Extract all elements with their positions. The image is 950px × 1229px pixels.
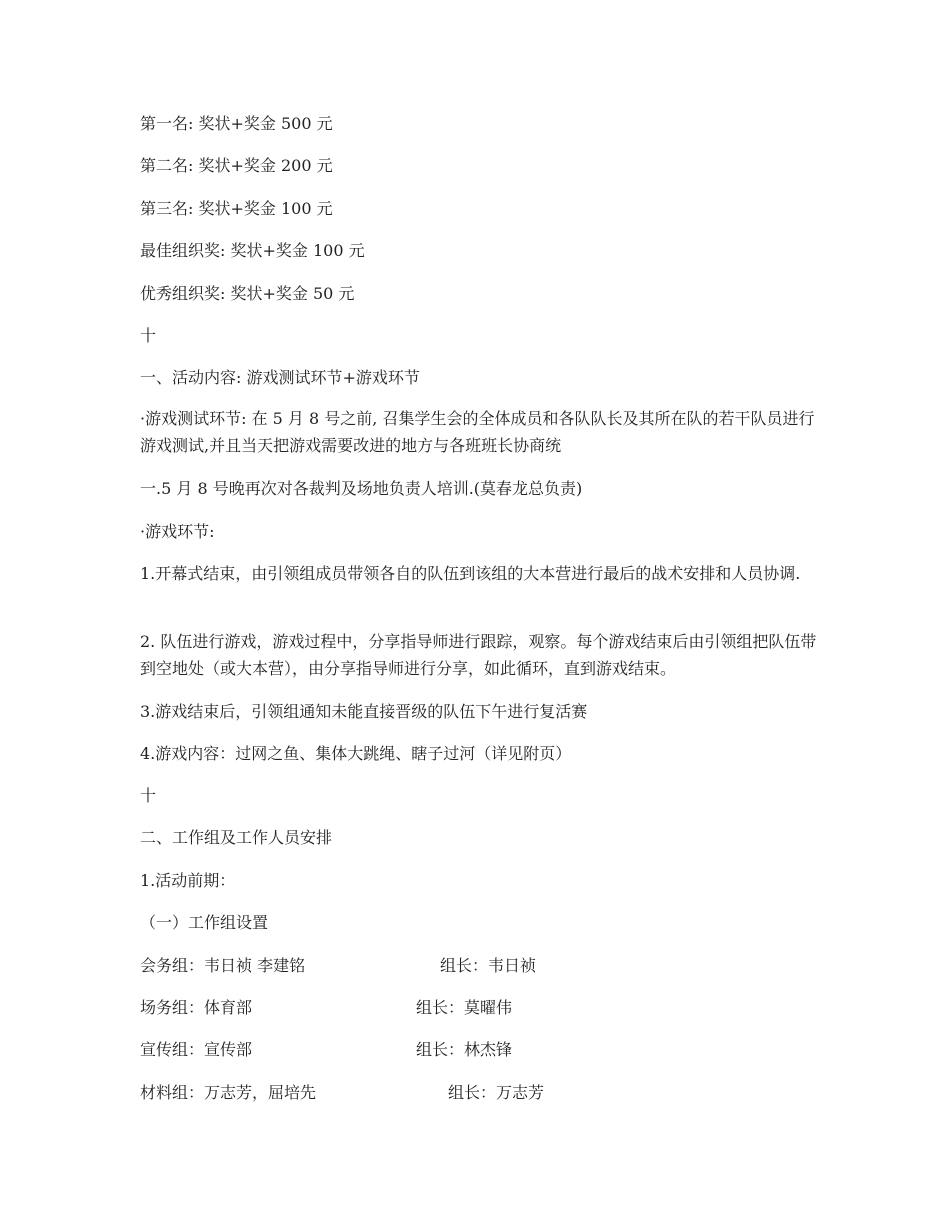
award-third: 第三名: 奖状+奖金 100 元 bbox=[140, 199, 333, 218]
section-heading-staff-arrangement: 二、工作组及工作人员安排 bbox=[140, 828, 333, 847]
award-first: 第一名: 奖状+奖金 500 元 bbox=[140, 114, 333, 133]
game-phase-heading: ·游戏环节: bbox=[140, 522, 215, 541]
game-step-3: 3.游戏结束后，引领组通知未能直接晋级的队伍下午进行复活赛 bbox=[140, 702, 588, 721]
training-paragraph: 一.5 月 8 号晚再次对各裁判及场地负责人培训.(莫春龙总负责) bbox=[140, 479, 583, 498]
section-marker: 十 bbox=[140, 326, 157, 345]
group-name: 材料组：万志芳，屈培先 bbox=[140, 1083, 317, 1102]
award-excellent-organization: 优秀组织奖: 奖状+奖金 50 元 bbox=[140, 284, 355, 303]
group-name: 宣传组：宣传部 bbox=[140, 1040, 253, 1059]
section-marker: 十 bbox=[140, 786, 157, 805]
section-heading-activity-content: 一、活动内容: 游戏测试环节+游戏环节 bbox=[140, 368, 420, 387]
award-best-organization: 最佳组织奖: 奖状+奖金 100 元 bbox=[140, 241, 365, 260]
award-second: 第二名: 奖状+奖金 200 元 bbox=[140, 156, 333, 175]
game-step-2: 2. 队伍进行游戏，游戏过程中，分享指导师进行跟踪，观察。每个游戏结束后由引领组把队伍带到空地处（或大本营），由分享指导师进行分享，如此循环，直到游戏结束。 bbox=[140, 632, 817, 678]
game-step-1: 1.开幕式结束，由引领组成员带领各自的队伍到该组的大本营进行最后的战术安排和人员协调. bbox=[140, 564, 801, 583]
group-name: 会务组：韦日祯 李建铭 bbox=[140, 956, 306, 975]
game-step-4: 4.游戏内容：过网之鱼、集体大跳绳、瞎子过河（详见附页） bbox=[140, 744, 572, 763]
group-leader: 组长：万志芳 bbox=[448, 1083, 545, 1102]
group-setup-heading: （一）工作组设置 bbox=[140, 913, 269, 932]
test-phase-paragraph: ·游戏测试环节: 在 5 月 8 号之前, 召集学生会的全体成员和各队队长及其所在队的若干队员进行游戏测试,并且当天把游戏需要改进的地方与各班班长协商统 bbox=[140, 409, 815, 455]
pre-activity-heading: 1.活动前期： bbox=[140, 871, 236, 890]
group-name: 场务组：体育部 bbox=[140, 998, 253, 1017]
group-leader: 组长：莫曜伟 bbox=[416, 998, 513, 1017]
group-leader: 组长：林杰锋 bbox=[416, 1040, 513, 1059]
group-leader: 组长：韦日祯 bbox=[440, 956, 537, 975]
